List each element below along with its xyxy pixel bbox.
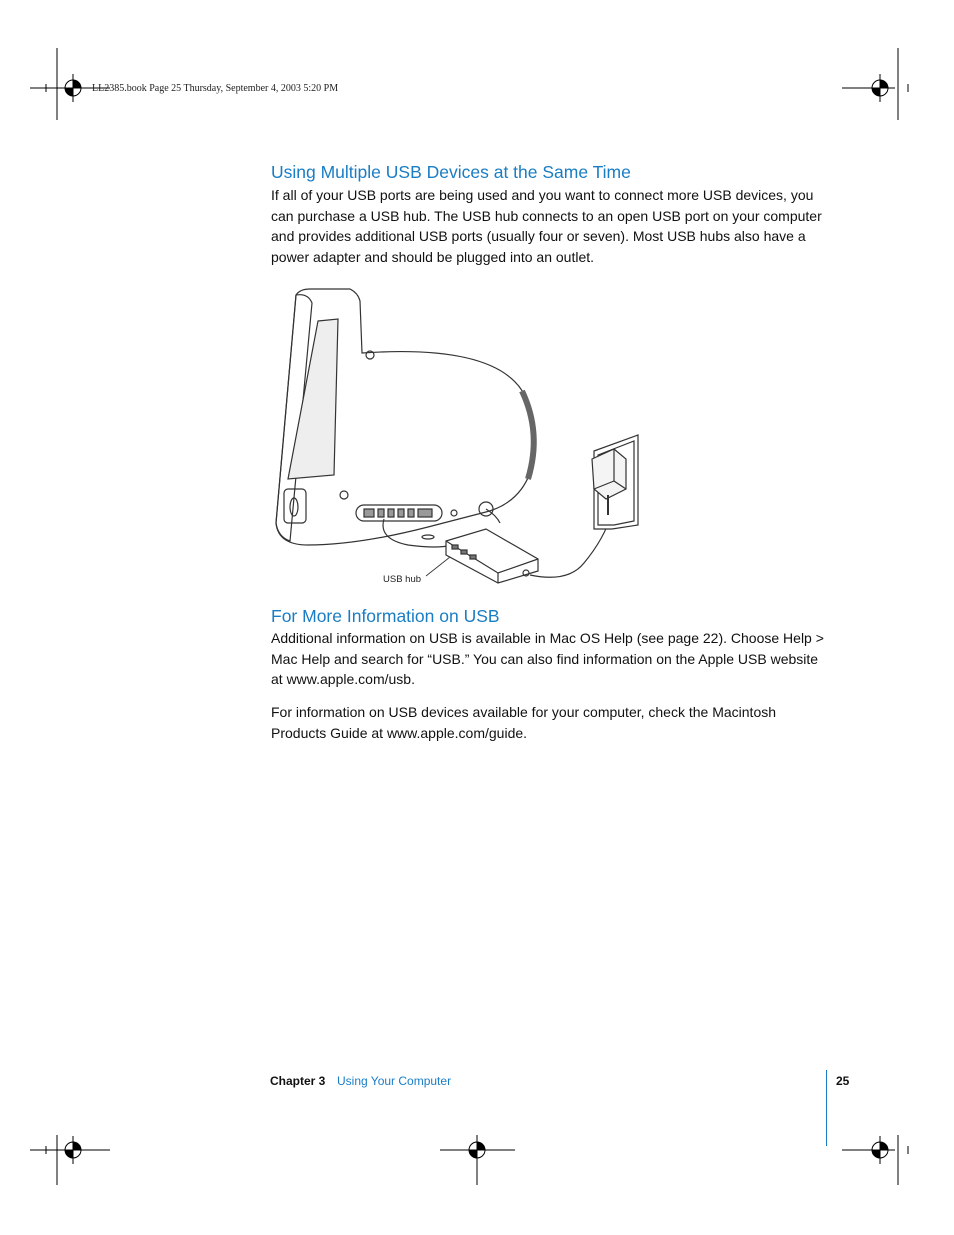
callout-usb-hub: USB hub	[383, 574, 422, 585]
section-body-more-info-2: For information on USB devices available for your computer, check the Macintosh Products Guide at www.apple.com/guide.	[271, 704, 777, 741]
illustration-emac-usb-hub	[268, 283, 648, 598]
slug-line: LL2385.book Page 25 Thursday, September 4, 2003 5:20 PM	[92, 83, 339, 94]
section-heading-more-info: For More Information on USB	[271, 606, 500, 626]
section-heading-multiple-usb: Using Multiple USB Devices at the Same Time	[271, 162, 631, 182]
section-body-more-info-1: Additional information on USB is available in Mac OS Help (see page 22). Choose Help > Mac Help and search for “USB.” You can also find information on the Apple USB website at www.apple.com/usb.	[271, 630, 824, 687]
screen	[288, 319, 338, 479]
speaker-grille	[522, 391, 534, 479]
power-adapter	[592, 449, 626, 499]
illustration-svg	[268, 283, 648, 593]
footer-chapter: Chapter 3	[270, 1074, 326, 1088]
footer-divider	[826, 1070, 827, 1146]
section-body-multiple-usb: If all of your USB ports are being used and you want to connect more USB devices, you can purchase a USB hub. The USB hub connects to an open USB port on your computer and provides additional USB ports (usually four or seven). Most USB hubs also have a power adapter and should be plugged into an outlet.	[271, 187, 822, 265]
front-button	[284, 489, 306, 523]
page-number: 25	[836, 1074, 850, 1088]
footer-chapter-title: Using Your Computer	[337, 1074, 452, 1088]
